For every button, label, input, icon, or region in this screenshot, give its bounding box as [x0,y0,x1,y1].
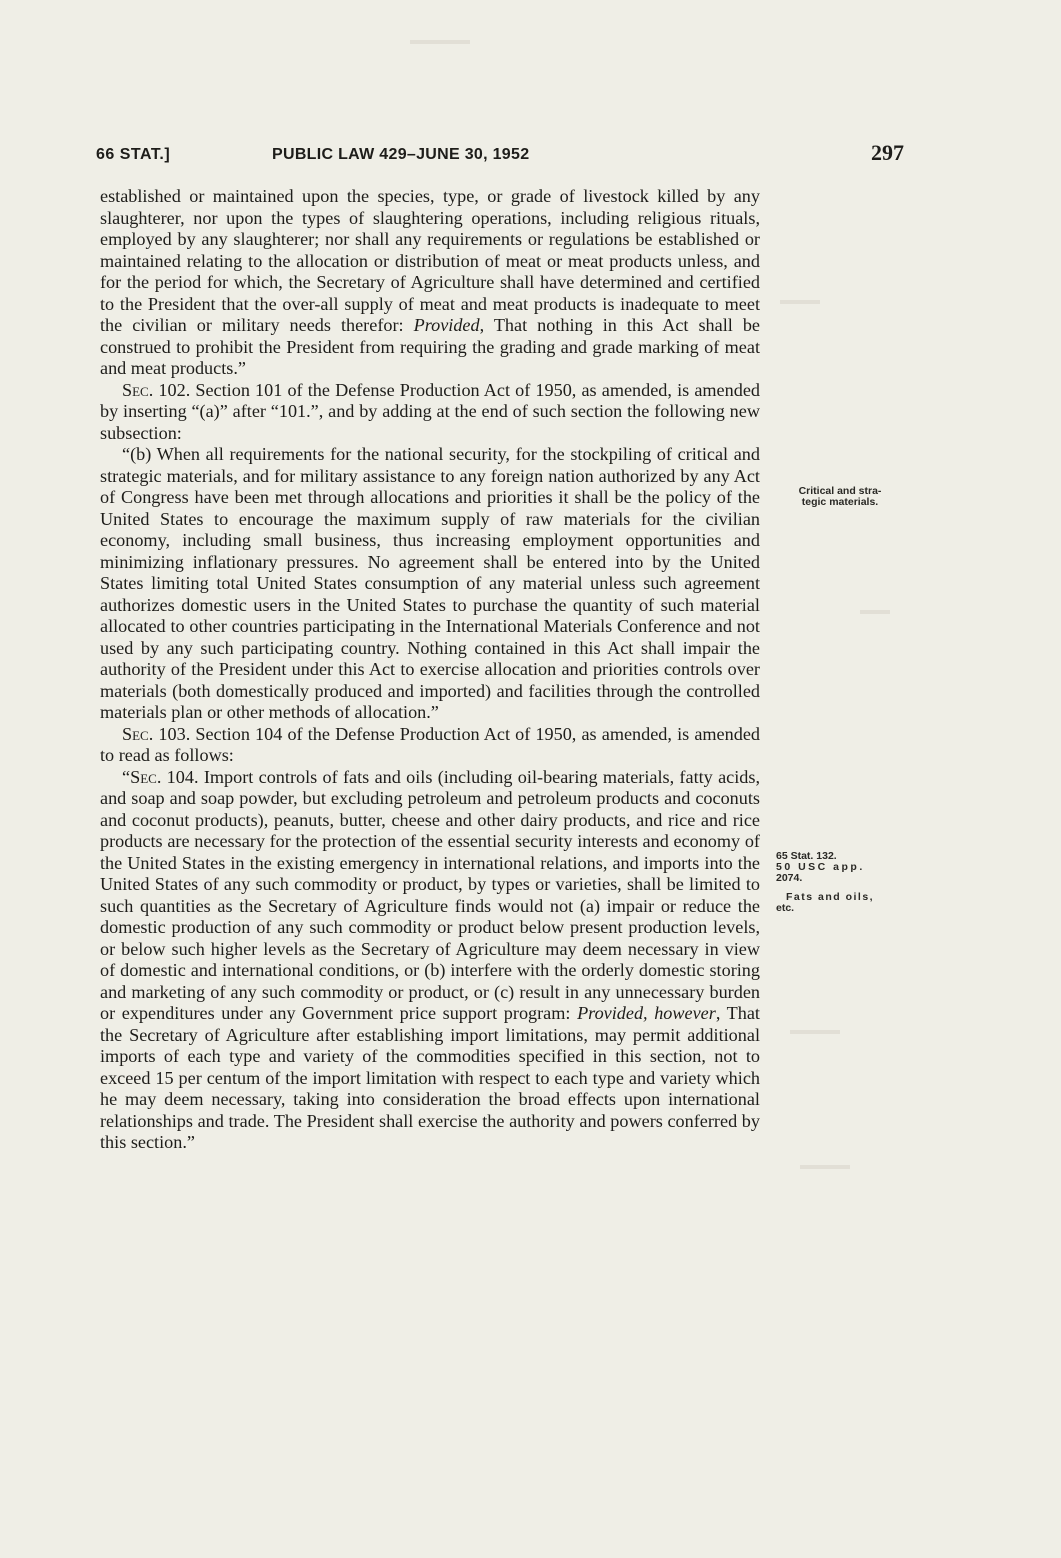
paragraph-p4 [100,724,760,767]
text-segment: , That the Secretary of Agriculture after establishing import limitations, may permit additional imports of each type and variety of the commodities specified in this section, not to exceed 15 per centum of the import limitation with respect to each type and variety which he may deem necessary, taking into consideration the broad effects upon international relationships and trade. The President shall exercise the authority and powers conferred by this section.” [100,1003,760,1152]
margin-note-line: etc. [776,902,795,914]
text-segment: Provided [413,315,480,335]
paragraph-p1 [100,186,760,380]
margin-note-line: Critical and stra- [798,485,882,497]
bleed-through-mark [860,610,890,614]
margin-note-statute-citation [776,851,916,884]
margin-note-line: 2074. [776,872,803,884]
body-text [100,186,760,1154]
margin-note-line: 65 Stat. 132. [776,850,837,862]
paragraph-p3 [100,444,760,724]
bleed-through-mark [790,1030,840,1034]
margin-note-fats-and-oils [776,892,916,914]
paragraph-p5 [100,767,760,1154]
text-segment: Sec [130,766,157,787]
margin-note-line: 50 USC app. [776,861,865,873]
header-volume: 66 STAT.] [96,146,171,163]
margin-note-critical-materials [784,486,896,508]
text-segment: “ [122,766,131,787]
bleed-through-mark [780,300,820,304]
bleed-through-mark [800,1165,850,1169]
text-segment: Provided, however [577,1003,716,1023]
margin-note-line: Fats and oils, [786,891,875,903]
text-segment: Sec [122,723,149,744]
text-segment: Sec [122,379,149,400]
paragraph-p2 [100,380,760,445]
text-segment: “(b) When all requirements for the national security, for the stockpiling of critical and strategic materials, and for military assistance to any foreign nation authorized by any Act of Congress have been met through allocations and priorities it shall be the policy of the United States to encourage the maximum supply of raw materials for the civilian economy, including small business, thus increasing employment opportunities and minimizing inflationary pressures. No agreement shall be entered into by the United States limiting total United States consumption of any material unless such agreement authorizes domestic users in the United States to purchase the quantity of such material allocated to other countries participating in the International Materials Conference and not used by any such participating country. Nothing contained in this Act shall impair the authority of the President under this Act to exercise allocation and priorities controls over materials (both domestically produced and imported) and facilities through the controlled materials plan or other methods of allocation.” [100,444,760,722]
text-segment: . 104. Import controls of fats and oils (including oil-bearing materials, fatty acids, and soap and soap powder, but excluding petroleum and petroleum products and coconuts and coconut products), peanuts, butter, cheese and other dairy products, and rice and rice products are necessary for the protection of the essential security interests and economy of the United States in the existing emergency in international relations, and imports into the United States of any such commodity or product, by types or varieties, shall be limited to such quantities as the Secretary of Agriculture finds would not (a) impair or reduce the domestic production of any such commodity or product below present production levels, or below such higher levels as the Secretary of Agriculture may deem necessary in view of domestic and international conditions, or (b) interfere with the orderly domestic storing and marketing of any such commodity or product, or (c) result in any unnecessary burden or expenditures under any Government price support program: [100,766,760,1023]
page-header [96,140,904,174]
header-title: PUBLIC LAW 429–JUNE 30, 1952 [272,146,530,163]
text-segment: . 102. Section 101 of the Defense Production Act of 1950, as amended, is amended by inserting “(a)” after “101.”, and by adding at the end of such section the following new subsection: [100,379,760,443]
text-segment: established or maintained upon the species, type, or grade of livestock killed by any slaughterer, nor upon the types of slaughtering operations, including religious rituals, employed by any slaughterer; nor shall any requirements or regulations be established or maintained relating to the allocation or distribution of meat or meat products unless, and for the period for which, the Secretary of Agriculture shall have determined and certified to the President that the over-all supply of meat and meat products is inadequate to meet the civilian or military needs therefor: [100,186,760,335]
text-segment: . 103. Section 104 of the Defense Production Act of 1950, as amended, is amended to read as follows: [100,723,760,765]
page-number: 297 [871,140,904,165]
margin-note-line: tegic materials. [801,496,879,508]
text-segment: , That nothing in this Act shall be construed to prohibit the President from requiring the grading and grade marking of meat and meat products.” [100,315,760,378]
bleed-through-mark [410,40,470,44]
